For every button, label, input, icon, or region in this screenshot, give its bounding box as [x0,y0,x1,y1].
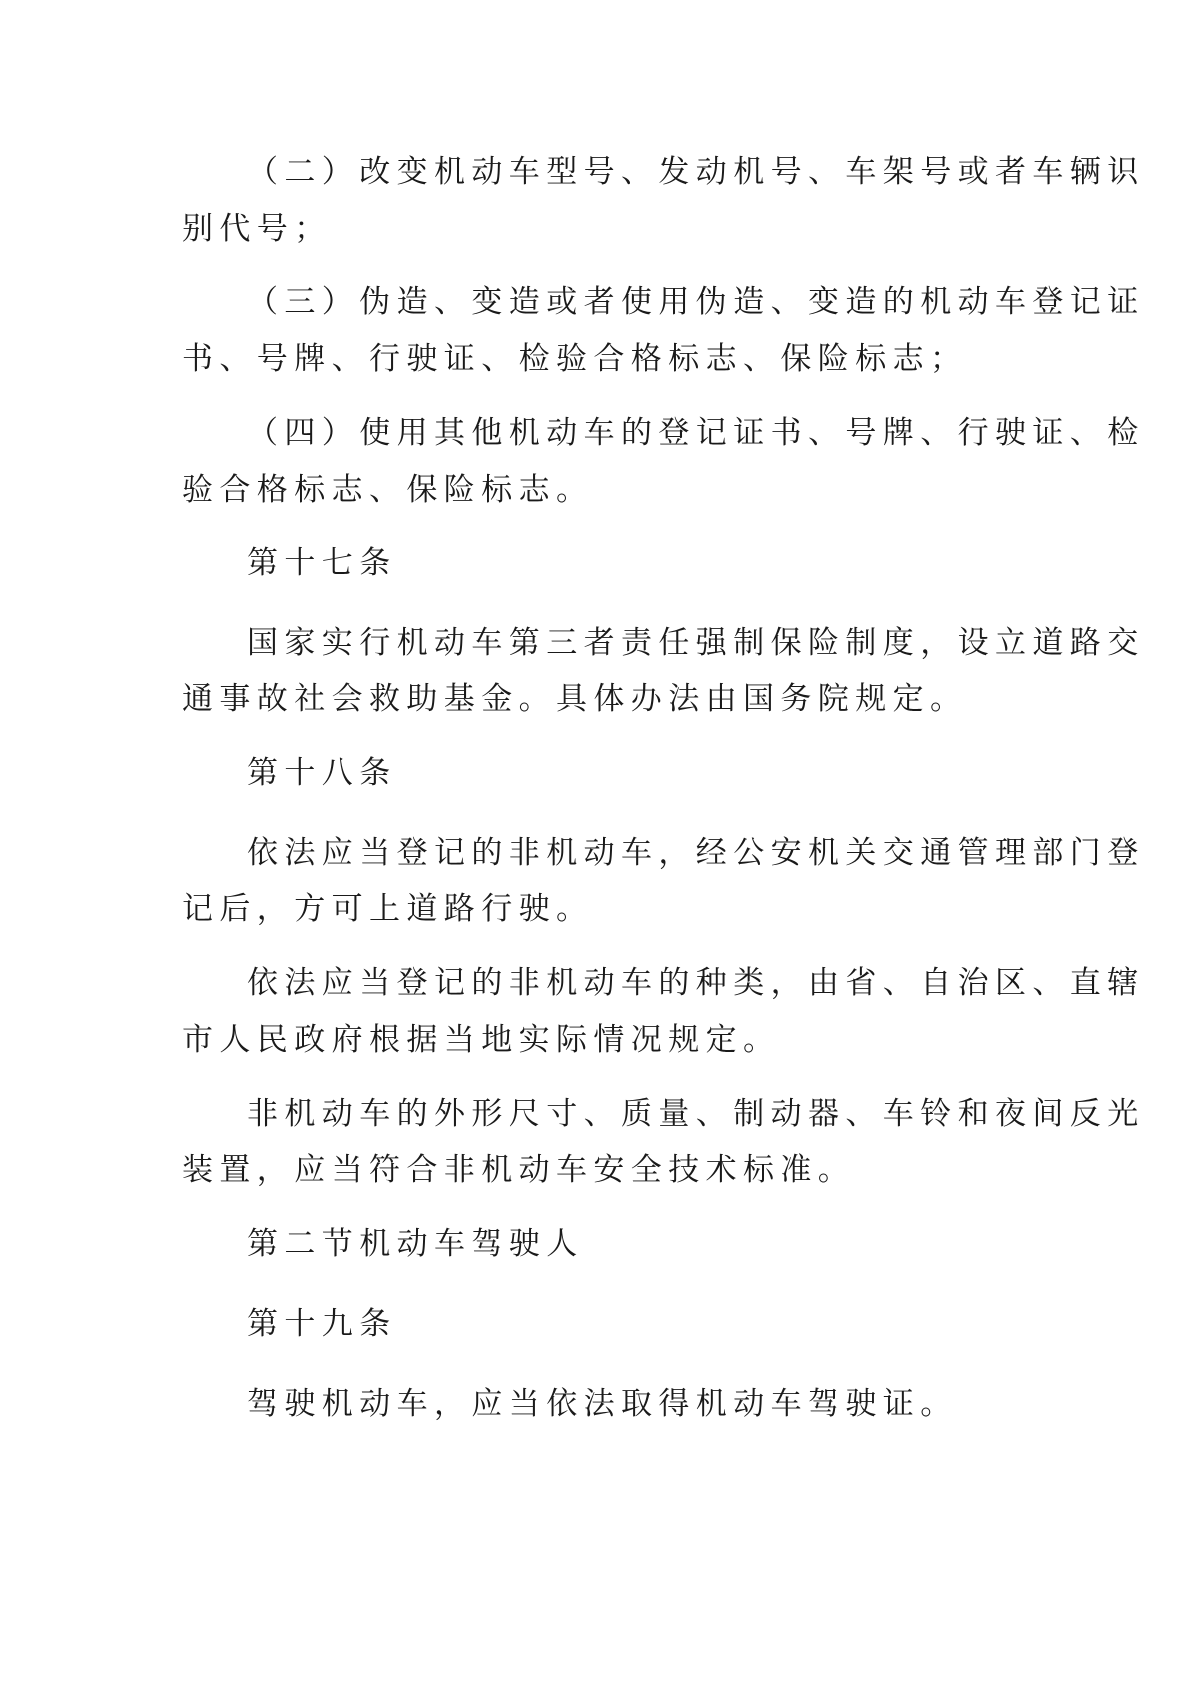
item-4-line-2: 验合格标志、保险标志。 [182,472,594,508]
item-2-line-1: （二）改变机动车型号、发动机号、车架号或者车辆识 [247,154,1145,190]
article-18-para-2-line-1: 依法应当登记的非机动车的种类，由省、自治区、直辖 [247,965,1145,1001]
item-4-line-1: （四）使用其他机动车的登记证书、号牌、行驶证、检 [247,415,1145,451]
item-3-line-1: （三）伪造、变造或者使用伪造、变造的机动车登记证 [247,284,1145,320]
article-17-heading: 第十七条 [247,545,397,581]
article-18-para-1-line-2: 记后，方可上道路行驶。 [182,891,594,927]
article-19-body-line-1: 驾驶机动车，应当依法取得机动车驾驶证。 [247,1386,958,1422]
article-18-para-2-line-2: 市人民政府根据当地实际情况规定。 [182,1022,781,1058]
article-18-para-3-line-2: 装置，应当符合非机动车安全技术标准。 [182,1152,856,1188]
article-17-body-line-2: 通事故社会救助基金。具体办法由国务院规定。 [182,681,968,717]
article-17-body-line-1: 国家实行机动车第三者责任强制保险制度，设立道路交 [247,625,1145,661]
item-3-line-2: 书、号牌、行驶证、检验合格标志、保险标志； [182,341,968,377]
article-18-para-1-line-1: 依法应当登记的非机动车，经公安机关交通管理部门登 [247,835,1145,871]
item-2-line-2: 别代号； [182,211,332,247]
article-19-heading: 第十九条 [247,1306,397,1342]
section-2-heading: 第二节机动车驾驶人 [247,1226,584,1262]
article-18-heading: 第十八条 [247,755,397,791]
article-18-para-3-line-1: 非机动车的外形尺寸、质量、制动器、车铃和夜间反光 [247,1096,1145,1132]
